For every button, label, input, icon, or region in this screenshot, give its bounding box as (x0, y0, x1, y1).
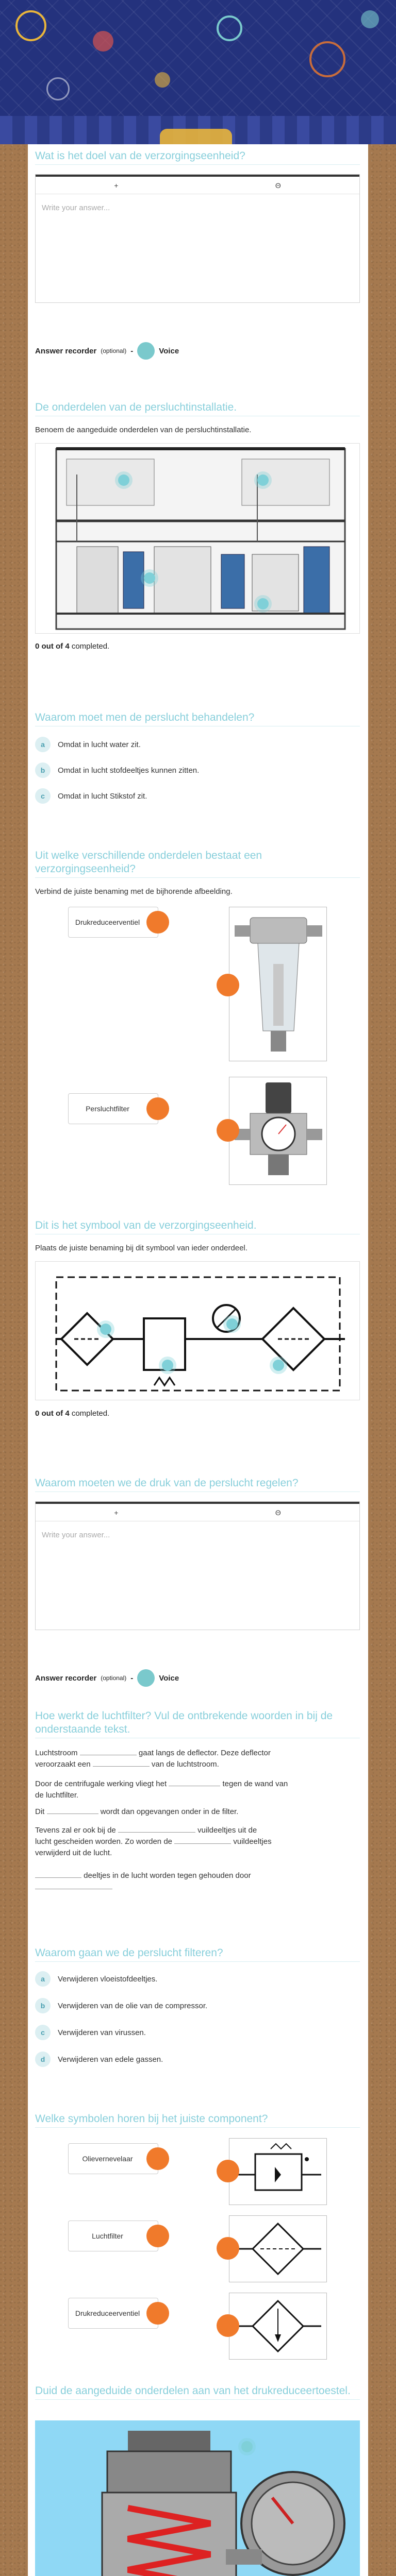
blank-input[interactable] (80, 1748, 137, 1755)
choice-letter: c (35, 2025, 51, 2040)
blank-input[interactable] (35, 1882, 112, 1889)
match-connector[interactable] (146, 2225, 169, 2247)
doodle-icon (217, 15, 242, 41)
match-label-olievernevelaar[interactable] (68, 2143, 158, 2174)
doodle-icon (155, 72, 170, 88)
doodle-icon (361, 10, 379, 28)
question-title: Waarom moet men de perslucht behandelen? (35, 711, 360, 726)
progress-suffix: completed. (69, 642, 110, 651)
match-label-text: Drukreduceerventiel (75, 918, 140, 926)
choice-text: Omdat in lucht water zit. (58, 740, 141, 749)
answer-toolbar (36, 175, 359, 194)
match-label-text: Persluchtfilter (86, 1105, 129, 1113)
hotspot-marker[interactable] (100, 1324, 111, 1335)
doodle-icon (15, 10, 46, 41)
sentence-text: gaat langs de deflector. Deze deflector (138, 1749, 271, 1757)
symbol-filter-image (229, 2215, 327, 2282)
match-label-text: Luchtfilter (92, 2232, 123, 2240)
format-icon[interactable]: Θ (275, 1508, 281, 1517)
match-label-luchtfilter[interactable] (68, 2221, 158, 2251)
recorder-optional: (optional) (101, 347, 127, 354)
match-label-text: Drukreduceerventiel (75, 2309, 140, 2317)
regulator-image (229, 1077, 327, 1185)
recorder-optional: (optional) (101, 1674, 127, 1682)
hotspot-marker[interactable] (273, 1360, 284, 1371)
answer-placeholder[interactable]: Write your answer... (42, 204, 110, 212)
sentence-text: veroorzaakt een (35, 1760, 91, 1769)
hotspot-marker[interactable] (257, 474, 269, 486)
match-connector[interactable] (217, 974, 239, 996)
choice-option[interactable] (35, 788, 147, 804)
progress-text (35, 1409, 109, 1418)
match-connector[interactable] (146, 2302, 169, 2325)
sentence-text: tegen de wand van (222, 1780, 288, 1788)
choice-option[interactable] (35, 762, 199, 778)
add-icon[interactable]: + (114, 1508, 119, 1517)
recorder-label: Answer recorder (35, 1673, 97, 1683)
blank-input[interactable] (93, 1759, 150, 1767)
logo (160, 129, 232, 144)
choice-text: Verwijderen van edele gassen. (58, 2055, 163, 2064)
hotspot-marker[interactable] (118, 474, 129, 486)
answer-recorder (35, 342, 179, 360)
record-button[interactable] (137, 1669, 155, 1687)
progress-count: 0 out of 4 (35, 642, 70, 651)
choice-letter: d (35, 2052, 51, 2067)
doodle-icon (309, 41, 345, 77)
question-instruction: Verbind de juiste benaming met de bijhorende afbeelding. (35, 887, 233, 896)
sentence-text: deeltjes in de lucht worden tegen gehouden door (84, 1871, 251, 1880)
sentence-text: van de luchtstroom. (151, 1760, 219, 1769)
service-unit-symbol-image (36, 1262, 360, 1400)
format-icon[interactable]: Θ (275, 181, 281, 190)
fill-blank-sentence (35, 1870, 360, 1893)
blank-input[interactable] (35, 1871, 81, 1878)
worksheet (28, 144, 368, 2576)
match-connector[interactable] (217, 1119, 239, 1142)
match-connector[interactable] (217, 2237, 239, 2260)
sentence-text: Dit (35, 1807, 45, 1816)
hotspot-marker[interactable] (257, 598, 269, 609)
lubricator-symbol (229, 2293, 326, 2359)
question-instruction: Plaats de juiste benaming bij dit symbool van ieder onderdeel. (35, 1244, 248, 1252)
fill-blank-sentence (35, 1825, 360, 1859)
question-title: Waarom gaan we de perslucht filteren? (35, 1946, 360, 1962)
sentence-text: de luchtfilter. (35, 1791, 79, 1800)
symbol-lubricator-image (229, 2293, 327, 2360)
question-title: Duid de aangeduide onderdelen aan van het drukreduceertoestel. (35, 2384, 360, 2400)
blank-input[interactable] (47, 1807, 98, 1814)
recorder-dash: - (130, 346, 134, 355)
match-label-persluchtfilter[interactable] (68, 1093, 158, 1124)
progress-count: 0 out of 4 (35, 1409, 70, 1418)
match-connector[interactable] (146, 911, 169, 934)
answer-placeholder[interactable]: Write your answer... (42, 1531, 110, 1539)
match-label-drukreduceerventiel[interactable] (68, 2298, 158, 2329)
fill-blank-sentence (35, 1778, 360, 1801)
answer-toolbar (36, 1502, 359, 1521)
hotspot-image (35, 1261, 360, 1400)
doodle-icon (93, 31, 113, 52)
hotspot-image (35, 443, 360, 634)
question-title: Wat is het doel van de verzorgingseenheid? (35, 149, 360, 165)
answer-recorder (35, 1669, 179, 1687)
question-instruction: Benoem de aangeduide onderdelen van de persluchtinstallatie. (35, 426, 252, 434)
sentence-text: Luchtstroom (35, 1749, 78, 1757)
choice-letter: b (35, 762, 51, 778)
fill-blank-sentence (35, 1806, 360, 1818)
fill-blank-sentence (35, 1748, 360, 1770)
choice-text: Verwijderen van virussen. (58, 2028, 146, 2037)
choice-text: Omdat in lucht stofdeeltjes kunnen zitten. (58, 766, 200, 775)
recorder-label: Answer recorder (35, 346, 97, 355)
filter-symbol (229, 2216, 326, 2282)
sentence-text: Tevens zal er ook bij de (35, 1826, 116, 1835)
choice-option[interactable] (35, 2052, 163, 2067)
choice-option[interactable] (35, 1998, 207, 2013)
choice-option[interactable] (35, 1971, 157, 1987)
header-banner (0, 0, 396, 144)
choice-letter: b (35, 1998, 51, 2013)
choice-text: Verwijderen van de olie van de compressor. (58, 2001, 208, 2010)
sentence-text: Door de centrifugale werking vliegt het (35, 1780, 167, 1788)
add-icon[interactable]: + (114, 181, 119, 190)
hotspot-image (35, 2420, 360, 2576)
question-title: Welke symbolen horen bij het juiste component? (35, 2112, 360, 2128)
hotspot-marker[interactable] (241, 2441, 253, 2452)
question-title: Dit is het symbool van de verzorgingseenheid. (35, 1219, 360, 1234)
match-connector[interactable] (146, 1097, 169, 1120)
question-title: Uit welke verschillende onderdelen bestaat een verzorgingseenheid? (35, 849, 360, 878)
match-connector[interactable] (217, 2314, 239, 2337)
sentence-text: verwijderd uit de lucht. (35, 1849, 112, 1857)
record-button[interactable] (137, 342, 155, 360)
question-title: Waarom moeten we de druk van de perslucht regelen? (35, 1477, 360, 1492)
sentence-text: vuildeeltjes uit de (197, 1826, 257, 1835)
sentence-text: lucht gescheiden worden. Zo worden de (35, 1837, 173, 1846)
match-label-text: Olievernevelaar (82, 2155, 133, 2163)
regulator-picture (229, 1077, 326, 1184)
choice-letter: a (35, 737, 51, 752)
progress-text (35, 642, 109, 651)
pressure-regulator-image (35, 2420, 360, 2576)
choice-letter: c (35, 788, 51, 804)
voice-label: Voice (159, 346, 179, 355)
hotspot-marker[interactable] (144, 572, 155, 584)
match-connector[interactable] (146, 2147, 169, 2170)
compressed-air-installation-image (36, 444, 360, 634)
match-label-drukreduceerventiel[interactable] (68, 907, 158, 938)
match-connector[interactable] (217, 2160, 239, 2182)
choice-text: Verwijderen vloeistofdeeltjes. (58, 1974, 158, 1984)
choice-option[interactable] (35, 2025, 146, 2040)
progress-suffix: completed. (69, 1409, 110, 1418)
symbol-regulator-image (229, 2138, 327, 2205)
blank-input[interactable] (169, 1779, 220, 1786)
hotspot-marker[interactable] (162, 1360, 173, 1371)
blank-input[interactable] (174, 1837, 231, 1844)
answer-box[interactable] (35, 1501, 360, 1630)
hotspot-marker[interactable] (226, 1318, 238, 1330)
filter-image (229, 907, 327, 1061)
choice-option[interactable] (35, 737, 141, 752)
answer-box[interactable] (35, 174, 360, 303)
regulator-symbol (229, 2139, 326, 2205)
question-title: Hoe werkt de luchtfilter? Vul de ontbrekende woorden in bij de onderstaande tekst. (35, 1709, 360, 1738)
sentence-text: vuildeeltjes (233, 1837, 272, 1846)
blank-input[interactable] (118, 1825, 195, 1833)
choice-letter: a (35, 1971, 51, 1987)
voice-label: Voice (159, 1673, 179, 1683)
choice-text: Omdat in lucht Stikstof zit. (58, 791, 147, 801)
filter-picture (229, 907, 326, 1061)
doodle-icon (46, 77, 70, 100)
sentence-text: wordt dan opgevangen onder in de filter. (100, 1807, 239, 1816)
recorder-dash: - (130, 1673, 134, 1683)
question-title: De onderdelen van de persluchtinstallatie. (35, 401, 360, 416)
